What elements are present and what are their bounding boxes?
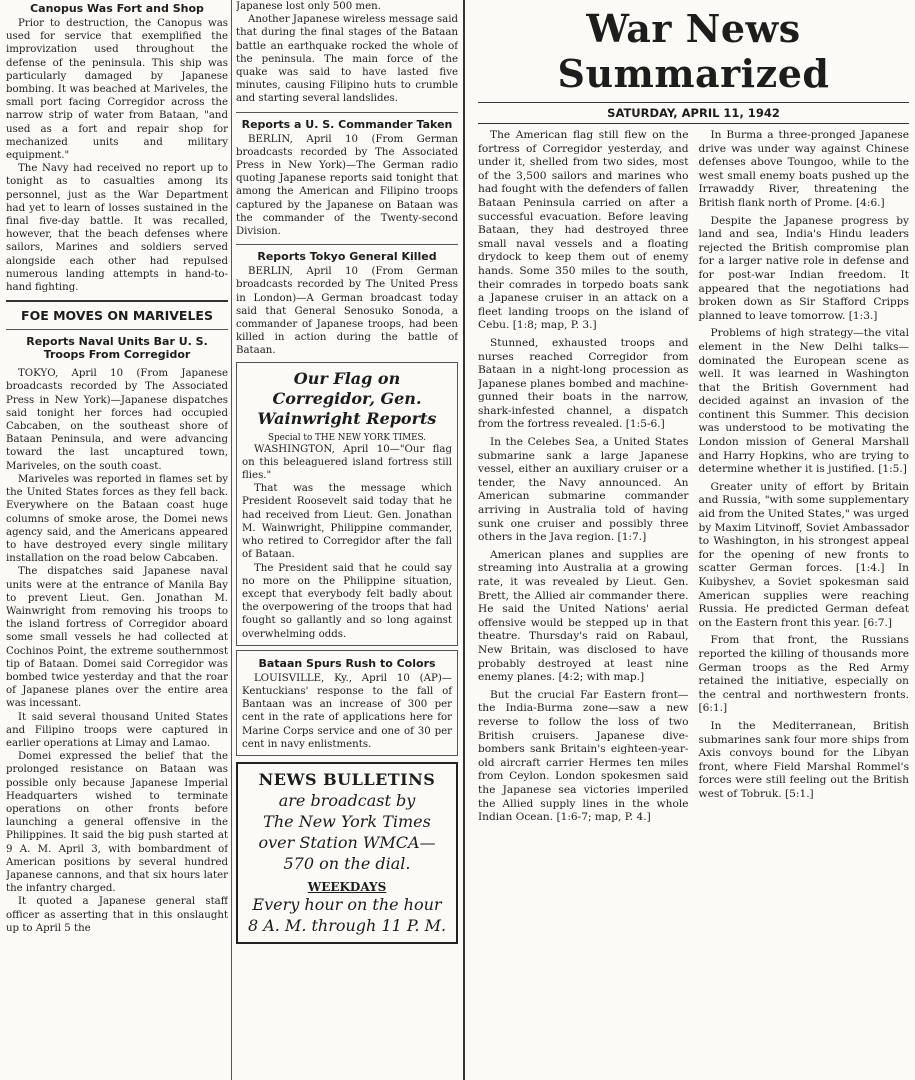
bulletin-line: 8 A. M. through 11 P. M. xyxy=(247,915,447,935)
divider xyxy=(6,329,228,330)
divider xyxy=(6,300,228,302)
article-earthquake xyxy=(236,0,458,106)
paragraph: In Burma a three-pronged Japanese drive was under way against Chinese defenses above Toungoo, while to the west small enemy boats pushed up the Irrawaddy River, threatening the British flank north of Prome. [4:6.] xyxy=(698,129,909,209)
paragraph: Stunned, exhausted troops and nurses reached Corregidor from Bataan in a night-long procession as Japanese planes bombed and machine-gunned their boats in the narrow, shark-infested channel, a dispatch from the fortress revealed. [1:5-6.] xyxy=(478,336,689,431)
headline-commander-taken: Reports a U. S. Commander Taken xyxy=(241,117,453,131)
paragraph: Greater unity of effort by Britain and Russia, "with some supplementary aid from the United States," was urged by Maxim Litvinoff, Soviet Ambassador to Washington, in his strongest appeal for the opening of new fronts to scatter German forces. [1:4.] In Kuibyshev, a Soviet spokesman said American supplies were reaching Russia. He predicted German defeat on the Eastern front this year. [6:7.] xyxy=(698,480,909,629)
paragraph: LOUISVILLE, Ky., April 10 (AP)—Kentuckians' response to the fall of Bantaan was an increase of 300 per cent in the rate of applications here for Marine Corps service and one of 30 per cent in navy enlistments. xyxy=(242,672,452,750)
headline-foe-moves: FOE MOVES ON MARIVELES xyxy=(21,308,213,324)
summary-columns xyxy=(478,129,909,825)
special-credit: Special to THE NEW YORK TIMES. xyxy=(267,432,427,443)
column-rule xyxy=(231,0,232,1080)
summary-left xyxy=(478,129,689,825)
box-bataan-spurs xyxy=(236,650,458,756)
paragraph: WASHINGTON, April 10—"Our flag on this beleaguered island fortress still flies." xyxy=(242,443,452,482)
bulletin-title: NEWS BULLETINS xyxy=(258,769,436,789)
paragraph: In the Celebes Sea, a United States submarine sank a large Japanese vessel, either an auxiliary cruiser or a tender, the Navy announced. An American submarine commander arriving in Australia told of having sunk one cruiser and possibly three others in the Java region. [1:7.] xyxy=(478,436,689,544)
bulletin-line: Every hour on the hour xyxy=(252,894,442,914)
paragraph: TOKYO, April 10 (From Japanese broadcasts recorded by The Associated Press in New York)—Japanese dispatches said tonight her forces had occupied Cabcaben, on the southeast shore of Bataan Peninsula, and were advancing toward the last uncaptured town, Mariveles, on the south coast. xyxy=(6,368,228,472)
column-3-summary xyxy=(478,0,909,825)
paragraph: Prior to destruction, the Canopus was used for service that exemplified the improvization used throughout the defense of the peninsula. This ship was particularly damaged by Japanese bombing. It was beached at Mariveles, the small port facing Corregidor across the narrow strip of water from Bataan, "and used as a fort and repair shop for mechanized units and military equipment." xyxy=(6,18,228,162)
headline-bataan-spurs: Bataan Spurs Rush to Colors xyxy=(258,656,436,670)
article-bataan-spurs xyxy=(242,672,452,751)
dateline: SATURDAY, APRIL 11, 1942 xyxy=(478,102,909,124)
bulletin-weekdays: WEEKDAYS xyxy=(307,879,387,894)
paragraph: American planes and supplies are streaming into Australia at a growing rate, it was revealed by Lieut. Gen. Brett, the Allied air commander there. He said the United Nations' aerial offensive would be stepped up in that theatre. Thursday's raid on Rabaul, New Britain, was disclosed to have probably destroyed at least nine enemy planes. [4:2; with map.] xyxy=(478,548,689,684)
paragraph: Another Japanese wireless message said that during the final stages of the Bataan battle an earthquake rocked the whole of the peninsula. The main force of the quake was said to have lasted five minutes, causing Filipino huts to crumble and starting several landslides. xyxy=(236,14,458,105)
divider xyxy=(236,112,458,113)
headline-canopus: Canopus Was Fort and Shop xyxy=(30,2,204,15)
paragraph: Problems of high strategy—the vital element in the New Delhi talks—dominated the European scene as well. It was learned in Washington that the British Government had decided against an invasion of the continent this Summer. This decision was understood to be motivating the London mission of General Marshall and Harry Hopkins, who are trying to determine whether it is justified. [1:5.] xyxy=(698,327,909,476)
headline-naval-units: Reports Naval Units Bar U. S. Troops From Corregidor xyxy=(26,335,208,362)
paragraph: The Navy had received no report up to tonight as to casualties among its personnel, just as the War Department had yet to learn of losses sustained in the final five-day battle. It was recalled, however, that the beach defenses where sailors, Marines and soldiers served alongside each other had repulsed numerous landing attempts in hand-to-hand fighting. xyxy=(6,163,228,294)
bulletin-line: over Station WMCA— xyxy=(258,832,436,852)
paragraph: Domei expressed the belief that the prolonged resistance on Bataan was possible only because Japanese Imperial Headquarters wished to terminate operations on other fronts before launching a general offensive in the Philippines. It said the big push started at 9 A. M. April 3, with bombardment of American positions by several hundred Japanese cannons, and that six hours later the infantry charged. xyxy=(6,751,228,895)
paragraph: It quoted a Japanese general staff officer as asserting that in this onslaught up to April 5 the xyxy=(6,896,228,934)
article-general-killed xyxy=(236,265,458,357)
paragraph: Despite the Japanese progress by land and sea, India's Hindu leaders rejected the British compromise plan for a larger native role in defense and for post-war Indian freedom. It appeared that the negotiations had broken down as Sir Stafford Cripps planned to leave tomorrow. [1:3.] xyxy=(698,214,909,322)
headline-general-killed: Reports Tokyo General Killed xyxy=(257,250,437,264)
article-our-flag xyxy=(242,443,452,641)
news-bulletins-ad xyxy=(236,762,458,944)
article-commander-taken xyxy=(236,133,458,239)
paragraph: Mariveles was reported in flames set by the United States forces as they fell back. Everywhere on the Bataan coast huge columns of smoke arose, the Domei news agency said, and the Americans appeared to have destroyed every single military installation on the road below Cabcaben. xyxy=(6,473,228,565)
headline-our-flag: Our Flag on Corregidor, Gen. Wainwright Reports xyxy=(257,368,437,428)
paragraph: That was the message which President Roosevelt said today that he had received from Lieut. Gen. Jonathan M. Wainwright, Philippine commander, who retired to Corregidor after the fall of Bataan. xyxy=(242,483,452,561)
article-tokyo xyxy=(6,367,228,935)
paragraph: The President said that he could say no more on the Philippine situation, except that everybody felt badly about the overpowering of the troops that had fought so gallantly and so long against overwhelming odds. xyxy=(242,562,452,640)
paragraph: BERLIN, April 10 (From German broadcasts recorded by The Associated Press in New York)—The German radio quoting Japanese reports said tonight that among the American and Filipino troops captured by the Japanese on Bataan was the commander of the Twenty-second Division. xyxy=(236,133,458,238)
paragraph: BERLIN, April 10 (From German broadcasts recorded by The United Press in London)—A German broadcast today said that General Senosuko Sonoda, a commander of Japanese troops, had been killed in action during the battle of Bataan. xyxy=(236,266,458,357)
paragraph: But the crucial Far Eastern front—the India-Burma zone—saw a new reverse to follow the loss of two British cruisers. Japanese dive-bombers sank Britain's eighteen-year-old aircraft carrier Hermes ten miles from Ceylon. London spokesmen said the Japanese sea victories imperiled the Allied supply lines in the whole Indian Ocean. [1:6-7; map, P. 4.] xyxy=(478,688,689,824)
paragraph: In the Mediterranean, British submarines sank four more ships from Axis convoys bound for the Libyan front, where Field Marshal Rommel's forces were still feeling out the British west of Tobruk. [5:1.] xyxy=(698,719,909,800)
article-canopus xyxy=(6,17,228,294)
bulletin-line: 570 on the dial. xyxy=(283,853,411,873)
column-rule xyxy=(463,0,465,1080)
masthead-war-news-summarized: War News Summarized xyxy=(557,6,830,96)
column-2 xyxy=(236,0,458,944)
divider xyxy=(236,244,458,245)
paragraph: The dispatches said Japanese naval units were at the entrance of Manila Bay to prevent Lieut. Gen. Jonathan M. Wainwright from removing his troops to the island fortress of Corregidor aboard some small vessels he had collected at Cochinos Point, the extreme southernmost tip of Bataan. Domei said Corregidor was bombed twice yesterday and that the roar of Japanese planes over the entire area was incessant. xyxy=(6,566,228,710)
summary-right xyxy=(699,129,910,825)
paragraph: From that front, the Russians reported the killing of thousands more German troops as the Red Army retained the initiative, especially on the central and northwestern fronts. [6:1.] xyxy=(698,634,909,715)
paragraph: Japanese lost only 500 men. xyxy=(236,1,381,12)
box-our-flag xyxy=(236,362,458,646)
bulletin-line: are broadcast by xyxy=(278,790,416,810)
bulletin-line: The New York Times xyxy=(263,811,431,831)
column-1 xyxy=(6,0,228,935)
paragraph: It said several thousand United States and Filipino troops were captured in earlier operations at Limay and Lamao. xyxy=(6,711,228,749)
paragraph: The American flag still flew on the fortress of Corregidor yesterday, and under it, shelled from two sides, most of the 3,500 sailors and marines who had fought with the defenders of fallen Bataan Peninsula carried on after a successful evacuation. Before leaving Bataan, they had destroyed three small naval vessels and a floating drydock to keep them out of enemy hands. Some 350 miles to the south, their comrades in torpedo boats sank a Japanese cruiser in an attack on a fleet landing troops on the island of Cebu. [1:8; map, P. 3.] xyxy=(478,129,689,332)
